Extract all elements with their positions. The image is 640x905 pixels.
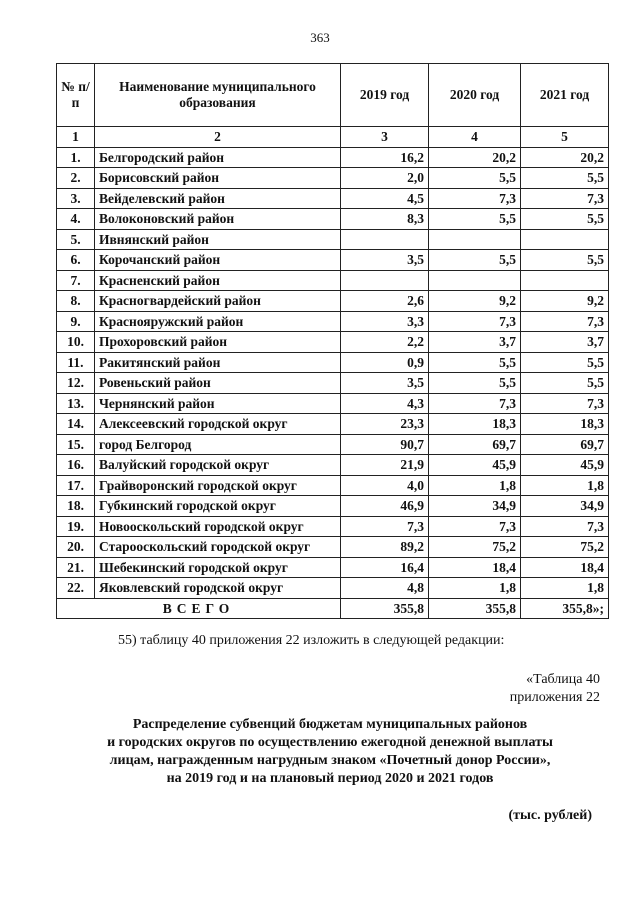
table-row xyxy=(57,475,609,496)
title-line: и городских округов по осуществлению ежегодной денежной выплаты xyxy=(107,735,553,750)
row-value-2019: 2,6 xyxy=(341,291,429,312)
row-value-2019: 2,0 xyxy=(341,168,429,189)
row-value-2021: 45,9 xyxy=(521,455,609,476)
row-number: 20. xyxy=(57,537,95,558)
document-title xyxy=(60,716,600,788)
row-value-2021: 69,7 xyxy=(521,434,609,455)
row-value-2019: 21,9 xyxy=(341,455,429,476)
row-value-2021: 5,5 xyxy=(521,168,609,189)
row-value-2020: 5,5 xyxy=(429,168,521,189)
row-number: 17. xyxy=(57,475,95,496)
row-value-2019: 2,2 xyxy=(341,332,429,353)
row-value-2019: 90,7 xyxy=(341,434,429,455)
table-row xyxy=(57,352,609,373)
table-row xyxy=(57,557,609,578)
row-value-2020: 5,5 xyxy=(429,373,521,394)
row-value-2019: 4,5 xyxy=(341,188,429,209)
row-name: Красногвардейский район xyxy=(95,291,341,312)
row-value-2021: 5,5 xyxy=(521,209,609,230)
row-name: Шебекинский городской округ xyxy=(95,557,341,578)
row-name: Корочанский район xyxy=(95,250,341,271)
row-value-2021: 7,3 xyxy=(521,188,609,209)
row-name: Волоконовский район xyxy=(95,209,341,230)
row-name: Красненский район xyxy=(95,270,341,291)
table-header-row xyxy=(57,64,609,127)
table-row xyxy=(57,496,609,517)
row-value-2019: 46,9 xyxy=(341,496,429,517)
row-value-2021: 7,3 xyxy=(521,393,609,414)
row-value-2021 xyxy=(521,229,609,250)
row-number: 6. xyxy=(57,250,95,271)
row-value-2021: 1,8 xyxy=(521,578,609,599)
row-value-2019: 4,8 xyxy=(341,578,429,599)
row-value-2020: 5,5 xyxy=(429,209,521,230)
table-row xyxy=(57,250,609,271)
table-row xyxy=(57,188,609,209)
table-caption-appendix: приложения 22 xyxy=(509,690,600,705)
row-number: 8. xyxy=(57,291,95,312)
page-number: 363 xyxy=(310,30,330,45)
row-value-2019: 8,3 xyxy=(341,209,429,230)
row-number: 15. xyxy=(57,434,95,455)
total-label: ВСЕГО xyxy=(57,598,341,619)
title-line: Распределение субвенций бюджетам муниципальных районов xyxy=(132,717,528,732)
row-name: Губкинский городской округ xyxy=(95,496,341,517)
table-row xyxy=(57,291,609,312)
column-number: 2 xyxy=(95,127,341,148)
row-name: Алексеевский городской округ xyxy=(95,414,341,435)
row-value-2021: 9,2 xyxy=(521,291,609,312)
row-name: Краснояружский район xyxy=(95,311,341,332)
row-number: 16. xyxy=(57,455,95,476)
row-value-2019: 16,4 xyxy=(341,557,429,578)
row-value-2020: 7,3 xyxy=(429,393,521,414)
row-value-2020: 9,2 xyxy=(429,291,521,312)
row-number: 2. xyxy=(57,168,95,189)
row-value-2020: 5,5 xyxy=(429,352,521,373)
row-value-2020: 34,9 xyxy=(429,496,521,517)
table-body xyxy=(57,147,609,598)
row-number: 5. xyxy=(57,229,95,250)
row-name: Прохоровский район xyxy=(95,332,341,353)
row-number: 10. xyxy=(57,332,95,353)
title-line: лицам, награжденным нагрудным знаком «Почетный донор России», xyxy=(109,753,551,768)
row-number: 7. xyxy=(57,270,95,291)
row-value-2019: 4,0 xyxy=(341,475,429,496)
column-number: 4 xyxy=(429,127,521,148)
units-label: (тыс. рублей) xyxy=(508,808,592,823)
row-number: 11. xyxy=(57,352,95,373)
table-row xyxy=(57,578,609,599)
table-row xyxy=(57,516,609,537)
row-value-2020: 5,5 xyxy=(429,250,521,271)
row-value-2020: 18,4 xyxy=(429,557,521,578)
row-name: Вейделевский район xyxy=(95,188,341,209)
row-value-2019: 23,3 xyxy=(341,414,429,435)
row-value-2020: 7,3 xyxy=(429,188,521,209)
table-row xyxy=(57,168,609,189)
row-number: 21. xyxy=(57,557,95,578)
row-value-2020: 20,2 xyxy=(429,147,521,168)
row-value-2020: 1,8 xyxy=(429,578,521,599)
row-value-2019 xyxy=(341,229,429,250)
row-name: Новооскольский городской округ xyxy=(95,516,341,537)
table-caption-number: «Таблица 40 xyxy=(526,672,600,687)
table-row xyxy=(57,147,609,168)
table-row xyxy=(57,393,609,414)
row-name: Чернянский район xyxy=(95,393,341,414)
column-number: 3 xyxy=(341,127,429,148)
table-row xyxy=(57,373,609,394)
row-value-2019: 0,9 xyxy=(341,352,429,373)
row-name: Старооскольский городской округ xyxy=(95,537,341,558)
row-value-2019 xyxy=(341,270,429,291)
row-number: 19. xyxy=(57,516,95,537)
row-value-2020: 7,3 xyxy=(429,516,521,537)
row-name: Ивнянский район xyxy=(95,229,341,250)
row-value-2020: 3,7 xyxy=(429,332,521,353)
subvention-table xyxy=(56,63,609,619)
header-2021: 2021 год xyxy=(521,64,609,127)
row-name: Ровеньский район xyxy=(95,373,341,394)
column-number: 1 xyxy=(57,127,95,148)
row-value-2021: 18,3 xyxy=(521,414,609,435)
row-name: город Белгород xyxy=(95,434,341,455)
row-name: Борисовский район xyxy=(95,168,341,189)
row-name: Белгородский район xyxy=(95,147,341,168)
row-number: 3. xyxy=(57,188,95,209)
header-name: Наименование муниципального образования xyxy=(95,64,341,127)
header-2020: 2020 год xyxy=(429,64,521,127)
row-name: Ракитянский район xyxy=(95,352,341,373)
table-row xyxy=(57,434,609,455)
row-value-2021: 7,3 xyxy=(521,516,609,537)
row-value-2020: 1,8 xyxy=(429,475,521,496)
row-value-2021: 3,7 xyxy=(521,332,609,353)
total-row xyxy=(57,598,609,619)
row-value-2021: 1,8 xyxy=(521,475,609,496)
table-row xyxy=(57,270,609,291)
row-value-2019: 3,5 xyxy=(341,373,429,394)
row-value-2021: 7,3 xyxy=(521,311,609,332)
row-value-2021: 5,5 xyxy=(521,250,609,271)
row-number: 14. xyxy=(57,414,95,435)
row-number: 18. xyxy=(57,496,95,517)
row-value-2019: 4,3 xyxy=(341,393,429,414)
row-value-2020 xyxy=(429,229,521,250)
instruction-text: 55) таблицу 40 приложения 22 изложить в следующей редакции: xyxy=(118,633,505,648)
row-value-2020: 18,3 xyxy=(429,414,521,435)
row-value-2020: 7,3 xyxy=(429,311,521,332)
row-name: Яковлевский городской округ xyxy=(95,578,341,599)
row-number: 13. xyxy=(57,393,95,414)
table-row xyxy=(57,332,609,353)
row-value-2020: 75,2 xyxy=(429,537,521,558)
row-number: 12. xyxy=(57,373,95,394)
row-name: Валуйский городской округ xyxy=(95,455,341,476)
total-2021: 355,8»; xyxy=(521,598,609,619)
table-row xyxy=(57,209,609,230)
column-numbers-row xyxy=(57,127,609,148)
row-value-2021 xyxy=(521,270,609,291)
total-2020: 355,8 xyxy=(429,598,521,619)
table-row xyxy=(57,414,609,435)
row-number: 9. xyxy=(57,311,95,332)
row-number: 4. xyxy=(57,209,95,230)
row-value-2019: 16,2 xyxy=(341,147,429,168)
row-value-2021: 34,9 xyxy=(521,496,609,517)
row-value-2019: 89,2 xyxy=(341,537,429,558)
table-row xyxy=(57,455,609,476)
header-num: № п/п xyxy=(57,64,95,127)
row-value-2021: 5,5 xyxy=(521,352,609,373)
row-value-2019: 7,3 xyxy=(341,516,429,537)
row-value-2020: 69,7 xyxy=(429,434,521,455)
row-value-2021: 20,2 xyxy=(521,147,609,168)
row-number: 1. xyxy=(57,147,95,168)
header-2019: 2019 год xyxy=(341,64,429,127)
table-row xyxy=(57,537,609,558)
row-number: 22. xyxy=(57,578,95,599)
column-number: 5 xyxy=(521,127,609,148)
row-name: Грайворонский городской округ xyxy=(95,475,341,496)
row-value-2019: 3,5 xyxy=(341,250,429,271)
row-value-2021: 18,4 xyxy=(521,557,609,578)
table-row xyxy=(57,229,609,250)
total-2019: 355,8 xyxy=(341,598,429,619)
row-value-2019: 3,3 xyxy=(341,311,429,332)
row-value-2021: 75,2 xyxy=(521,537,609,558)
title-line: на 2019 год и на плановый период 2020 и 2021 годов xyxy=(166,771,494,786)
row-value-2020 xyxy=(429,270,521,291)
table-row xyxy=(57,311,609,332)
row-value-2020: 45,9 xyxy=(429,455,521,476)
row-value-2021: 5,5 xyxy=(521,373,609,394)
